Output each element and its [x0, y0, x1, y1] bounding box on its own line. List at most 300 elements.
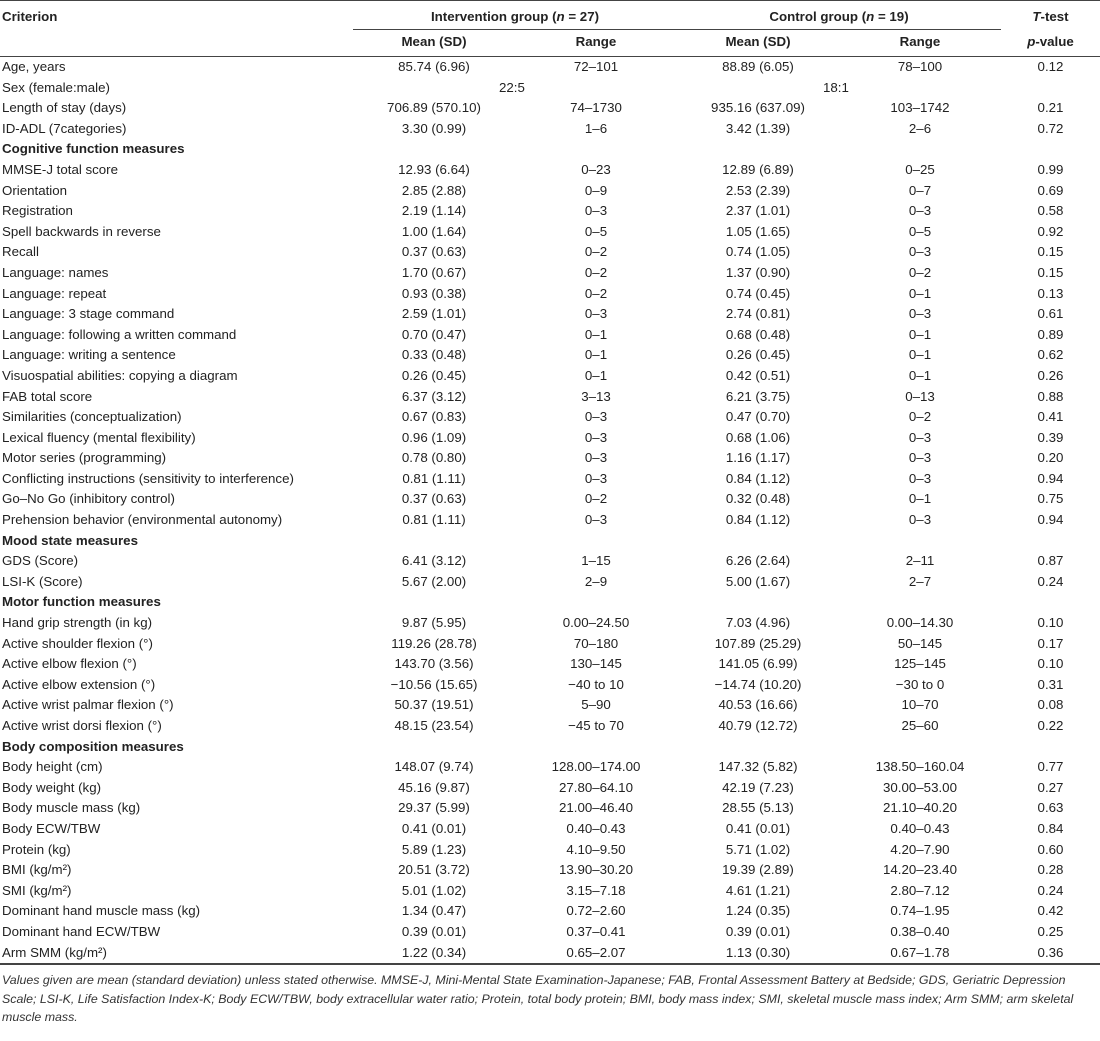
- pvalue-cell: 0.24: [1037, 882, 1064, 898]
- table-row: [0, 675, 1100, 696]
- table-row: [0, 448, 1100, 469]
- control-mean-cell: 2.53 (2.39): [725, 182, 791, 198]
- intervention-mean-cell: 0.93 (0.38): [401, 285, 467, 301]
- control-range-cell: 0–3: [908, 470, 932, 486]
- pvalue-cell: 0.28: [1037, 862, 1064, 878]
- intervention-mean-cell: 5.01 (1.02): [401, 882, 467, 898]
- intervention-range-cell: 74–1730: [570, 100, 622, 116]
- table-body: [0, 57, 1100, 964]
- intervention-mean-cell: 0.41 (0.01): [401, 820, 467, 836]
- control-range-cell: 78–100: [897, 59, 943, 74]
- intervention-range-cell: 0–3: [584, 203, 608, 219]
- table-row: [0, 819, 1100, 840]
- control-mean-cell: 935.16 (637.09): [711, 100, 805, 116]
- criterion-cell: Language: 3 stage command: [2, 306, 175, 322]
- control-range-cell: 14.20–23.40: [883, 862, 957, 878]
- control-range-cell: 30.00–53.00: [883, 779, 957, 795]
- criterion-cell: Registration: [2, 203, 73, 219]
- control-mean-cell: 2.37 (1.01): [725, 203, 791, 219]
- intervention-mean-cell: 0.37 (0.63): [401, 491, 467, 507]
- table-row: [0, 716, 1100, 737]
- pvalue-cell: 0.94: [1037, 470, 1064, 486]
- intervention-range-cell: 13.90–30.20: [559, 862, 633, 878]
- control-mean-cell: 12.89 (6.89): [722, 161, 794, 177]
- criterion-cell: Orientation: [2, 182, 68, 198]
- criterion-cell: Mood state measures: [2, 532, 138, 548]
- control-mean-cell: 0.42 (0.51): [725, 367, 791, 383]
- pvalue-cell: 0.12: [1037, 59, 1064, 74]
- control-range-cell: 0.00–14.30: [886, 615, 954, 631]
- table-row: [0, 284, 1100, 305]
- pvalue-cell: 0.60: [1037, 841, 1064, 857]
- intervention-mean-cell: 6.37 (3.12): [401, 388, 467, 404]
- criterion-cell: Motor series (programming): [2, 450, 167, 466]
- intervention-ratio-cell: 22:5: [499, 79, 525, 95]
- criterion-cell: Dominant hand muscle mass (kg): [2, 903, 201, 919]
- table-row: [0, 922, 1100, 943]
- intervention-mean-cell: 0.81 (1.11): [402, 512, 466, 528]
- control-mean-cell: 0.84 (1.12): [725, 512, 791, 528]
- pvalue-cell: 0.69: [1037, 182, 1064, 198]
- control-range-cell: 0.40–0.43: [890, 820, 950, 836]
- header-control-label: Control group (n = 19): [769, 9, 909, 24]
- pvalue-cell: 0.15: [1037, 244, 1064, 260]
- control-range-cell: 0–3: [908, 203, 932, 219]
- intervention-range-cell: 0–2: [584, 491, 608, 507]
- intervention-mean-cell: 9.87 (5.95): [401, 615, 467, 631]
- intervention-mean-cell: 2.85 (2.88): [401, 182, 467, 198]
- table-row: [0, 428, 1100, 449]
- control-range-cell: 10–70: [901, 697, 939, 713]
- intervention-mean-cell: 0.26 (0.45): [401, 367, 467, 383]
- intervention-range-cell: 0.37–0.41: [566, 923, 626, 939]
- intervention-range-cell: 4.10–9.50: [566, 841, 626, 857]
- intervention-mean-cell: 5.67 (2.00): [401, 573, 467, 589]
- table-row: [0, 572, 1100, 593]
- control-range-cell: 125–145: [894, 656, 946, 672]
- intervention-range-cell: 0.40–0.43: [566, 820, 626, 836]
- section-row: [0, 531, 1100, 552]
- criterion-cell: Active elbow flexion (°): [2, 656, 137, 672]
- control-mean-cell: 6.21 (3.75): [725, 388, 791, 404]
- pvalue-cell: 0.21: [1037, 100, 1064, 116]
- intervention-range-cell: 130–145: [570, 656, 622, 672]
- table-row: [0, 119, 1100, 140]
- intervention-range-cell: 1–15: [581, 553, 611, 569]
- control-range-cell: 2–7: [908, 573, 932, 589]
- table-row: [0, 160, 1100, 181]
- criterion-cell: Conflicting instructions (sensitivity to interference): [2, 470, 294, 486]
- intervention-mean-cell: 0.81 (1.11): [402, 470, 466, 486]
- criterion-cell: GDS (Score): [2, 553, 79, 569]
- intervention-range-cell: 0.72–2.60: [566, 903, 626, 919]
- control-mean-cell: 0.68 (0.48): [725, 326, 791, 342]
- control-mean-cell: 1.37 (0.90): [725, 264, 791, 280]
- criterion-cell: Active wrist palmar flexion (°): [2, 697, 174, 713]
- pvalue-cell: 0.61: [1037, 306, 1064, 322]
- criterion-cell: Sex (female:male): [2, 79, 110, 95]
- control-range-cell: 103–1742: [890, 100, 950, 116]
- table-row: [0, 222, 1100, 243]
- criterion-cell: Lexical fluency (mental flexibility): [2, 429, 196, 445]
- control-range-cell: 0–1: [908, 491, 932, 507]
- intervention-mean-cell: −10.56 (15.65): [390, 676, 478, 692]
- intervention-range-cell: 0–1: [584, 347, 608, 363]
- control-mean-cell: 28.55 (5.13): [722, 800, 794, 816]
- pvalue-cell: 0.17: [1037, 635, 1064, 651]
- criterion-cell: Visuospatial abilities: copying a diagram: [2, 367, 238, 383]
- table-row: [0, 345, 1100, 366]
- header-blank: [0, 30, 353, 57]
- table-row: [0, 325, 1100, 346]
- control-range-cell: 0–3: [908, 429, 932, 445]
- intervention-range-cell: 0.65–2.07: [566, 944, 626, 960]
- control-range-cell: 0–3: [908, 450, 932, 466]
- header-pvalue-label: p-value: [1027, 33, 1074, 49]
- pvalue-cell: 0.39: [1037, 429, 1064, 445]
- control-mean-cell: 7.03 (4.96): [725, 615, 791, 631]
- pvalue-cell: 0.24: [1037, 573, 1064, 589]
- intervention-mean-cell: 1.00 (1.64): [401, 223, 467, 239]
- control-range-cell: 138.50–160.04: [875, 759, 965, 775]
- control-mean-cell: 40.79 (12.72): [718, 718, 798, 733]
- intervention-mean-cell: 20.51 (3.72): [398, 862, 470, 878]
- criterion-cell: Recall: [2, 244, 39, 260]
- table-row: [0, 407, 1100, 428]
- control-mean-cell: 1.05 (1.65): [725, 223, 791, 239]
- intervention-mean-cell: 85.74 (6.96): [398, 59, 470, 74]
- header-i-mean: Mean (SD): [401, 34, 467, 49]
- control-range-cell: 0–7: [908, 182, 932, 198]
- intervention-mean-cell: 0.39 (0.01): [401, 923, 467, 939]
- criterion-cell: ID-ADL (7categories): [2, 120, 127, 136]
- table-row: [0, 387, 1100, 408]
- intervention-mean-cell: 0.96 (1.09): [401, 429, 467, 445]
- header-pvalue: [1001, 30, 1100, 57]
- intervention-range-cell: 3–13: [581, 388, 611, 404]
- intervention-mean-cell: 0.33 (0.48): [401, 347, 467, 363]
- criterion-cell: Cognitive function measures: [2, 141, 185, 157]
- criterion-cell: Length of stay (days): [2, 100, 127, 116]
- section-row: [0, 737, 1100, 758]
- empty-cell: [353, 737, 1100, 758]
- pvalue-cell: 0.25: [1037, 923, 1064, 939]
- pvalue-cell: 0.72: [1037, 120, 1064, 136]
- criterion-cell: FAB total score: [2, 388, 93, 404]
- table-row: [0, 469, 1100, 490]
- criterion-cell: Spell backwards in reverse: [2, 223, 161, 239]
- control-mean-cell: 0.39 (0.01): [725, 923, 791, 939]
- intervention-range-cell: 0–3: [584, 429, 608, 445]
- control-range-cell: 0–5: [908, 223, 932, 239]
- pvalue-cell: 0.31: [1037, 676, 1064, 692]
- control-mean-cell: 42.19 (7.23): [722, 779, 794, 795]
- pvalue-cell: 0.10: [1037, 615, 1064, 631]
- control-range-cell: 0–3: [908, 306, 932, 322]
- intervention-mean-cell: 1.70 (0.67): [401, 264, 467, 280]
- criterion-cell: Language: names: [2, 264, 109, 280]
- pvalue-cell: 0.63: [1037, 800, 1064, 816]
- pvalue-cell: 0.99: [1037, 161, 1064, 177]
- criterion-cell: Body composition measures: [2, 738, 184, 754]
- control-mean-cell: 1.13 (0.30): [725, 944, 791, 960]
- table-row: [0, 510, 1100, 531]
- table-row: [0, 98, 1100, 119]
- control-mean-cell: 147.32 (5.82): [718, 759, 798, 775]
- intervention-range-cell: 0–3: [584, 450, 608, 466]
- criterion-cell: Body ECW/TBW: [2, 820, 101, 836]
- pvalue-cell: 0.89: [1037, 326, 1064, 342]
- control-range-cell: 0–1: [908, 285, 932, 301]
- control-range-cell: 0–3: [908, 512, 932, 528]
- control-mean-cell: 0.32 (0.48): [725, 491, 791, 507]
- pvalue-cell: 0.92: [1037, 223, 1064, 239]
- table-row: [0, 901, 1100, 922]
- intervention-mean-cell: 1.34 (0.47): [401, 903, 467, 919]
- control-mean-cell: 141.05 (6.99): [718, 656, 798, 672]
- intervention-range-cell: 27.80–64.10: [559, 779, 633, 795]
- control-mean-cell: 4.61 (1.21): [725, 882, 791, 898]
- intervention-mean-cell: 50.37 (19.51): [394, 697, 474, 713]
- control-mean-cell: 107.89 (25.29): [714, 635, 802, 651]
- header-c-range: Range: [899, 34, 941, 49]
- table-row: [0, 242, 1100, 263]
- control-range-cell: 0–2: [908, 409, 932, 425]
- intervention-mean-cell: 5.89 (1.23): [401, 841, 467, 857]
- control-range-cell: 0–13: [905, 388, 935, 404]
- table-row: [0, 263, 1100, 284]
- intervention-mean-cell: 1.22 (0.34): [401, 944, 467, 960]
- table-row: [0, 201, 1100, 222]
- table-row: [0, 943, 1100, 964]
- pvalue-cell: 0.87: [1037, 553, 1064, 569]
- intervention-range-cell: 72–101: [573, 59, 619, 74]
- pvalue-cell: 0.26: [1037, 367, 1064, 383]
- pvalue-cell: 0.94: [1037, 512, 1064, 528]
- control-ratio-cell: 18:1: [823, 79, 849, 95]
- criterion-cell: Language: repeat: [2, 285, 107, 301]
- control-mean-cell: 0.74 (0.45): [725, 285, 791, 301]
- table-row: [0, 757, 1100, 778]
- pvalue-cell: 0.13: [1037, 285, 1064, 301]
- control-range-cell: 2–6: [908, 120, 932, 136]
- control-mean-cell: 0.26 (0.45): [725, 347, 791, 363]
- criterion-cell: Prehension behavior (environmental autonomy): [2, 512, 283, 528]
- control-mean-cell: −14.74 (10.20): [714, 676, 802, 692]
- intervention-mean-cell: 119.26 (28.78): [391, 635, 477, 651]
- table-header: [0, 1, 1100, 57]
- intervention-range-cell: 3.15–7.18: [566, 882, 626, 898]
- intervention-range-cell: 0–2: [584, 244, 608, 260]
- control-range-cell: 2–11: [905, 553, 935, 569]
- pvalue-cell: 0.77: [1037, 759, 1064, 775]
- intervention-mean-cell: 0.78 (0.80): [401, 450, 467, 466]
- control-range-cell: 21.10–40.20: [883, 800, 957, 816]
- table-row: [0, 695, 1100, 716]
- control-range-cell: 0.38–0.40: [890, 923, 950, 939]
- criterion-cell: Arm SMM (kg/m²): [2, 944, 107, 960]
- intervention-mean-cell: 3.30 (0.99): [401, 120, 467, 136]
- criterion-cell: Body weight (kg): [2, 779, 102, 795]
- intervention-range-cell: 2–9: [584, 573, 608, 589]
- control-range-cell: 0.74–1.95: [890, 903, 950, 919]
- pvalue-cell: [1001, 78, 1100, 99]
- control-mean-cell: 1.24 (0.35): [725, 903, 791, 919]
- intervention-mean-cell: 48.15 (23.54): [394, 718, 474, 733]
- control-mean-cell: 0.68 (1.06): [725, 429, 791, 445]
- intervention-range-cell: 0–1: [584, 326, 608, 342]
- control-mean-cell: 5.00 (1.67): [725, 573, 791, 589]
- criterion-cell: Go–No Go (inhibitory control): [2, 491, 175, 507]
- criterion-cell: Active wrist dorsi flexion (°): [2, 718, 162, 733]
- criterion-cell: SMI (kg/m²): [2, 882, 72, 898]
- table-row: [0, 366, 1100, 387]
- control-mean-cell: 19.39 (2.89): [722, 862, 794, 878]
- table-row: [0, 304, 1100, 325]
- intervention-range-cell: −40 to 10: [568, 676, 624, 692]
- intervention-range-cell: 70–180: [573, 635, 619, 651]
- intervention-mean-cell: 0.70 (0.47): [401, 326, 467, 342]
- intervention-mean-cell: 2.19 (1.14): [401, 203, 467, 219]
- pvalue-cell: 0.22: [1037, 718, 1064, 733]
- table-row: [0, 881, 1100, 902]
- intervention-range-cell: 0.00–24.50: [562, 615, 630, 631]
- table-row: [0, 634, 1100, 655]
- control-mean-cell: 40.53 (16.66): [718, 697, 798, 713]
- table-row: [0, 78, 1100, 99]
- section-row: [0, 592, 1100, 613]
- table-row: [0, 840, 1100, 861]
- header-intervention-label: Intervention group (n = 27): [430, 9, 600, 24]
- table-footnote: Values given are mean (standard deviation) unless stated otherwise. MMSE-J, Mini-Mental State Examination-Japanese; FAB, Frontal Assessment Battery at Bedside; GDS, Geriatric Depression Scale; LSI-K, Life Satisfaction Index-K; Body ECW/TBW, body extracellular water ratio; Protein, total body protein; BMI, body mass index; SMI, skeletal muscle mass index; Arm SMM; arm skeletal muscle mass.: [0, 964, 1100, 1027]
- table-row: [0, 57, 1100, 78]
- table-row: [0, 778, 1100, 799]
- control-mean-cell: 5.71 (1.02): [725, 841, 791, 857]
- table-row: [0, 798, 1100, 819]
- intervention-mean-cell: 45.16 (9.87): [398, 779, 470, 795]
- intervention-range-cell: 0–1: [584, 367, 608, 383]
- intervention-mean-cell: 0.37 (0.63): [401, 244, 467, 260]
- criterion-cell: MMSE-J total score: [2, 161, 119, 177]
- pvalue-cell: 0.58: [1037, 203, 1064, 219]
- control-mean-cell: 6.26 (2.64): [725, 553, 791, 569]
- intervention-mean-cell: 706.89 (570.10): [387, 100, 481, 116]
- control-range-cell: 0–1: [908, 326, 932, 342]
- empty-cell: [353, 139, 1100, 160]
- control-range-cell: −30 to 0: [895, 676, 945, 692]
- criterion-cell: Language: writing a sentence: [2, 347, 176, 363]
- criterion-cell: Language: following a written command: [2, 326, 237, 342]
- criterion-cell: LSI-K (Score): [2, 573, 83, 589]
- header-c-mean: Mean (SD): [725, 34, 791, 49]
- intervention-range-cell: 0–3: [584, 470, 608, 486]
- pvalue-cell: 0.41: [1037, 409, 1064, 425]
- intervention-range-cell: 5–90: [581, 697, 611, 713]
- header-criterion: Criterion: [2, 9, 58, 25]
- section-row: [0, 139, 1100, 160]
- criterion-cell: Motor function measures: [2, 594, 161, 610]
- intervention-range-cell: 0–2: [584, 285, 608, 301]
- control-range-cell: 0.67–1.78: [890, 944, 950, 960]
- intervention-range-cell: 0–3: [584, 306, 608, 322]
- intervention-range-cell: 21.00–46.40: [559, 800, 633, 816]
- header-ttest-label: T-test: [1032, 9, 1069, 25]
- table-row: [0, 613, 1100, 634]
- header-ttest: [1001, 1, 1100, 30]
- intervention-mean-cell: 2.59 (1.01): [401, 306, 467, 322]
- intervention-range-cell: 1–6: [584, 120, 608, 136]
- pvalue-cell: 0.08: [1037, 697, 1064, 713]
- criterion-cell: BMI (kg/m²): [2, 862, 72, 878]
- empty-cell: [353, 531, 1100, 552]
- criterion-cell: Body muscle mass (kg): [2, 800, 141, 816]
- intervention-mean-cell: 148.07 (9.74): [394, 759, 474, 775]
- header-control-group: [677, 1, 1001, 30]
- intervention-range-cell: 0–9: [584, 182, 608, 198]
- control-mean-cell: 0.47 (0.70): [725, 409, 791, 425]
- intervention-mean-cell: 0.67 (0.83): [401, 409, 467, 425]
- criterion-cell: Age, years: [2, 59, 66, 74]
- control-range-cell: 0–1: [908, 347, 932, 363]
- pvalue-cell: 0.88: [1037, 388, 1064, 404]
- intervention-range-cell: −45 to 70: [568, 718, 624, 733]
- control-range-cell: 50–145: [897, 635, 943, 651]
- header-i-range: Range: [575, 34, 617, 49]
- pvalue-cell: 0.20: [1037, 450, 1064, 466]
- control-range-cell: 25–60: [901, 718, 939, 733]
- criterion-cell: Active shoulder flexion (°): [2, 635, 153, 651]
- intervention-range-cell: 0–3: [584, 409, 608, 425]
- empty-cell: [353, 592, 1100, 613]
- intervention-range-cell: 128.00–174.00: [551, 759, 641, 775]
- pvalue-cell: 0.84: [1037, 820, 1064, 836]
- table-row: [0, 860, 1100, 881]
- criterion-cell: Dominant hand ECW/TBW: [2, 923, 161, 939]
- intervention-range-cell: 0–23: [581, 161, 611, 177]
- control-mean-cell: 88.89 (6.05): [722, 59, 794, 74]
- control-range-cell: 0–2: [908, 264, 932, 280]
- control-mean-cell: 0.84 (1.12): [725, 470, 791, 486]
- pvalue-cell: 0.62: [1037, 347, 1064, 363]
- pvalue-cell: 0.75: [1037, 491, 1064, 507]
- intervention-range-cell: 0–5: [584, 223, 608, 239]
- header-intervention-group: [353, 1, 677, 30]
- control-range-cell: 0–25: [905, 161, 935, 177]
- criterion-cell: Hand grip strength (in kg): [2, 615, 153, 631]
- table-row: [0, 551, 1100, 572]
- table-row: [0, 489, 1100, 510]
- control-mean-cell: 1.16 (1.17): [725, 450, 791, 466]
- criterion-cell: Active elbow extension (°): [2, 676, 156, 692]
- intervention-range-cell: 0–2: [584, 264, 608, 280]
- intervention-mean-cell: 143.70 (3.56): [394, 656, 474, 672]
- criterion-cell: Body height (cm): [2, 759, 103, 775]
- pvalue-cell: 0.42: [1037, 903, 1064, 919]
- intervention-mean-cell: 6.41 (3.12): [401, 553, 467, 569]
- control-mean-cell: 2.74 (0.81): [725, 306, 791, 322]
- criterion-cell: Protein (kg): [2, 841, 71, 857]
- pvalue-cell: 0.36: [1037, 944, 1064, 960]
- intervention-mean-cell: 12.93 (6.64): [398, 161, 470, 177]
- pvalue-cell: 0.27: [1037, 779, 1064, 795]
- control-mean-cell: 0.74 (1.05): [725, 244, 791, 260]
- table-row: [0, 181, 1100, 202]
- control-range-cell: 0–3: [908, 244, 932, 260]
- pvalue-cell: 0.15: [1037, 264, 1064, 280]
- control-mean-cell: 3.42 (1.39): [725, 120, 791, 136]
- control-range-cell: 2.80–7.12: [890, 882, 950, 898]
- table-row: [0, 654, 1100, 675]
